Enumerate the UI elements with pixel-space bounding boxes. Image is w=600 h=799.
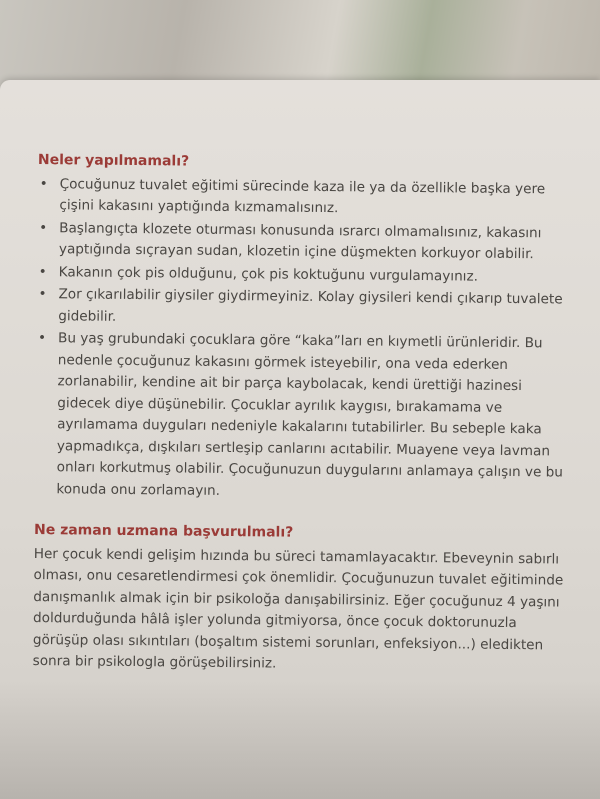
list-item: • Zor çıkarılabilir giysiler giydirmeyiniz. Kolay giysileri kendi çıkarıp tuvalete gidebilir.: [38, 286, 563, 325]
bullet-icon: •: [39, 219, 48, 236]
page-content: [33, 150, 572, 678]
section-when-expert: [33, 520, 569, 678]
section-dont: [34, 150, 572, 506]
dont-list: [34, 173, 571, 505]
list-item: • Bu yaş grubundaki çocuklara göre “kaka”ları en kıymetli ürünleridir. Bu nedenle çocuğunuz kakasını görmek isteyebilir, ona veda ederken zorlanabilir, kendine ait bir parça kaybolacak, kendi ürettiği hazinesi gidecek diye düşünebilir. Çocuklar ayrılık kaygısı, bırakamama ve ayrılamama duyguları nedeniyle kakalarını tutabilirler. Bu sebeple kaka yapmadıkça, dışkıları sertleşip canlarını acıtabilir. Muayene veya lavman onları korkutmuş olabilir. Çocuğunuzun duygularını anlamaya çalışın ve bu konuda onu zorlamayın.: [37, 330, 564, 499]
section-body: Her çocuk kendi gelişim hızında bu süreci tamamlayacaktır. Ebeveynin sabırlı olması, onu cesaretlendirmesi çok önemlidir. Çocuğunuzun tuvalet eğitiminde danışmanlık almak için bir psikoloğa danışabilirsiniz. Eğer çocuğunuz 4 yaşını doldurduğunda hâlâ işler yolunda gitmiyorsa, önce çocuk doktorunuzla görüşüp olası sıkıntıları (boşaltım sistemi sorunları, enfeksiyon...) eledikten sonra bir psikologla görüşebilirsiniz.: [32, 545, 564, 672]
list-item: • Başlangıçta klozete oturması konusunda ısrarcı olmamalısınız, kakasını yaptığında sıçrayan sudan, klozetin içine düşmekten korkuyor olabilir.: [39, 219, 542, 263]
list-item: • Kakanın çok pis olduğunu, çok pis koktuğunu vurgulamayınız.: [38, 263, 479, 285]
bullet-icon: •: [37, 330, 47, 347]
bullet-icon: •: [38, 286, 47, 303]
list-item: • Çocuğunuz tuvalet eğitimi sürecinde kaza ile ya da özellikle başka yere çişini kakasını yaptığında kızmamalısınız.: [39, 175, 546, 217]
bullet-icon: •: [38, 263, 47, 280]
section-heading-dont: Neler yapılmamalı?: [37, 151, 190, 170]
section-heading-expert: Ne zaman uzmana başvurulmalı?: [33, 521, 294, 541]
bullet-icon: •: [39, 175, 48, 192]
